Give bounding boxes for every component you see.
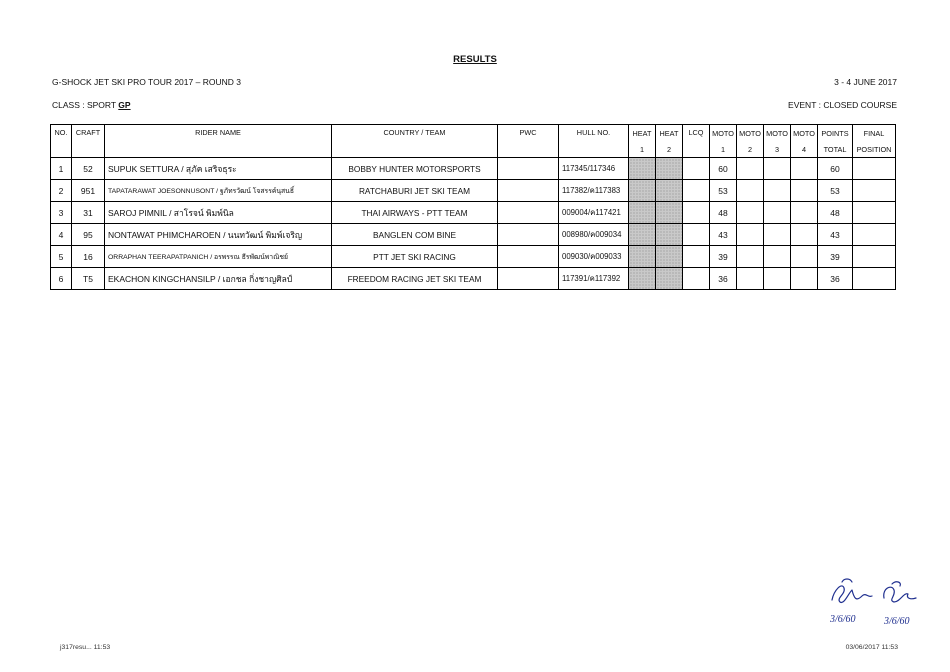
cell-moto4 — [791, 268, 818, 290]
col-moto3-header: MOTO — [764, 125, 791, 142]
table-row — [51, 246, 896, 268]
col-team-header: COUNTRY / TEAM — [332, 125, 498, 158]
col-moto2-subheader: 2 — [737, 141, 764, 158]
cell-moto3 — [764, 202, 791, 224]
table-row — [51, 158, 896, 180]
cell-heat1 — [629, 246, 656, 268]
cell-moto4 — [791, 180, 818, 202]
cell-lcq — [683, 158, 710, 180]
cell-heat2 — [656, 202, 683, 224]
col-moto1-subheader: 1 — [710, 141, 737, 158]
cell-moto4 — [791, 224, 818, 246]
cell-no: 5 — [51, 246, 72, 268]
cell-heat2 — [656, 224, 683, 246]
col-hull-header: HULL NO. — [559, 125, 629, 158]
cell-points-total: 53 — [818, 180, 853, 202]
cell-hull: 009004/ค117421 — [559, 202, 629, 224]
cell-moto1: 60 — [710, 158, 737, 180]
cell-team: RATCHABURI JET SKI TEAM — [332, 180, 498, 202]
footer-right: 03/06/2017 11:53 — [845, 644, 898, 651]
cell-moto2 — [737, 246, 764, 268]
cell-moto3 — [764, 180, 791, 202]
cell-final-position — [853, 246, 896, 268]
cell-no: 6 — [51, 268, 72, 290]
cell-points-total: 48 — [818, 202, 853, 224]
event-name: G-SHOCK JET SKI PRO TOUR 2017 – ROUND 3 — [52, 77, 241, 87]
col-rider-header: RIDER NAME — [105, 125, 332, 158]
table-row — [51, 268, 896, 290]
cell-final-position — [853, 202, 896, 224]
cell-final-position — [853, 224, 896, 246]
cell-pwc — [498, 246, 559, 268]
cell-craft: 95 — [72, 224, 105, 246]
class-prefix: CLASS : SPORT — [52, 100, 119, 110]
cell-no: 2 — [51, 180, 72, 202]
cell-final-position — [853, 158, 896, 180]
col-points-header: POINTS — [818, 125, 853, 142]
cell-points-total: 43 — [818, 224, 853, 246]
class-line — [52, 100, 131, 110]
cell-heat2 — [656, 180, 683, 202]
cell-moto1: 36 — [710, 268, 737, 290]
results-table — [50, 124, 896, 290]
cell-pwc — [498, 224, 559, 246]
col-moto2-header: MOTO — [737, 125, 764, 142]
signature-graphic — [822, 572, 932, 632]
col-craft-header: CRAFT — [72, 125, 105, 158]
cell-moto3 — [764, 246, 791, 268]
col-moto4-header: MOTO — [791, 125, 818, 142]
signature-date-2: 3/6/60 — [884, 616, 910, 627]
cell-pwc — [498, 180, 559, 202]
cell-no: 1 — [51, 158, 72, 180]
class-suffix: GP — [118, 100, 131, 110]
cell-rider: ORRAPHAN TEERAPATPANICH / อรพรรณ ธีรพัฒน์พาณิชย์ — [105, 246, 332, 268]
table-row — [51, 180, 896, 202]
cell-team: THAI AIRWAYS - PTT TEAM — [332, 202, 498, 224]
cell-craft: 52 — [72, 158, 105, 180]
cell-points-total: 36 — [818, 268, 853, 290]
cell-heat2 — [656, 158, 683, 180]
cell-craft: 31 — [72, 202, 105, 224]
col-moto3-subheader: 3 — [764, 141, 791, 158]
cell-pwc — [498, 202, 559, 224]
footer-left: j317resu... 11:53 — [60, 644, 111, 651]
col-position-subheader: POSITION — [853, 141, 896, 158]
cell-moto1: 48 — [710, 202, 737, 224]
cell-moto1: 43 — [710, 224, 737, 246]
col-heat1-header: HEAT — [629, 125, 656, 142]
cell-final-position — [853, 180, 896, 202]
col-total-subheader: TOTAL — [818, 141, 853, 158]
cell-team: BOBBY HUNTER MOTORSPORTS — [332, 158, 498, 180]
cell-craft: 951 — [72, 180, 105, 202]
cell-heat2 — [656, 268, 683, 290]
col-lcq-header: LCQ — [683, 125, 710, 158]
col-pwc-header: PWC — [498, 125, 559, 158]
cell-lcq — [683, 268, 710, 290]
cell-lcq — [683, 224, 710, 246]
cell-moto1: 39 — [710, 246, 737, 268]
col-heat2-header: HEAT — [656, 125, 683, 142]
header-row-1 — [51, 125, 896, 142]
cell-moto2 — [737, 180, 764, 202]
cell-craft: 16 — [72, 246, 105, 268]
cell-lcq — [683, 180, 710, 202]
cell-no: 3 — [51, 202, 72, 224]
cell-moto4 — [791, 158, 818, 180]
cell-moto4 — [791, 246, 818, 268]
cell-moto2 — [737, 202, 764, 224]
cell-heat1 — [629, 180, 656, 202]
col-moto4-subheader: 4 — [791, 141, 818, 158]
cell-rider: EKACHON KINGCHANSILP / เอกชล กิ่งชาญศิลป์ — [105, 268, 332, 290]
col-heat2-subheader: 2 — [656, 141, 683, 158]
cell-team: BANGLEN COM BINE — [332, 224, 498, 246]
cell-hull: 117345/117346 — [559, 158, 629, 180]
cell-pwc — [498, 268, 559, 290]
col-moto1-header: MOTO — [710, 125, 737, 142]
cell-team: PTT JET SKI RACING — [332, 246, 498, 268]
event-type: EVENT : CLOSED COURSE — [788, 100, 897, 110]
signature — [822, 572, 932, 637]
cell-heat1 — [629, 158, 656, 180]
cell-rider: SAROJ PIMNIL / สาโรจน์ พิมพ์นิล — [105, 202, 332, 224]
cell-lcq — [683, 202, 710, 224]
table-row — [51, 202, 896, 224]
cell-lcq — [683, 246, 710, 268]
cell-hull: 117382/ค117383 — [559, 180, 629, 202]
col-heat1-subheader: 1 — [629, 141, 656, 158]
cell-moto1: 53 — [710, 180, 737, 202]
cell-hull: 009030/ค009033 — [559, 246, 629, 268]
cell-moto2 — [737, 224, 764, 246]
cell-rider: NONTAWAT PHIMCHAROEN / นนทวัฒน์ พิมพ์เจริญ — [105, 224, 332, 246]
cell-craft: T5 — [72, 268, 105, 290]
cell-moto2 — [737, 158, 764, 180]
cell-points-total: 60 — [818, 158, 853, 180]
cell-points-total: 39 — [818, 246, 853, 268]
results-body — [51, 158, 896, 290]
cell-heat2 — [656, 246, 683, 268]
cell-heat1 — [629, 268, 656, 290]
col-no-header: NO. — [51, 125, 72, 158]
cell-moto4 — [791, 202, 818, 224]
cell-hull: 008980/ค009034 — [559, 224, 629, 246]
cell-final-position — [853, 268, 896, 290]
cell-moto2 — [737, 268, 764, 290]
event-date: 3 - 4 JUNE 2017 — [834, 77, 897, 87]
cell-rider: TAPATARAWAT JOESONNUSONT / ฐภัทรวัฒน์ โจสรรค์นุสนธิ์ — [105, 180, 332, 202]
cell-moto3 — [764, 268, 791, 290]
table-row — [51, 224, 896, 246]
cell-moto3 — [764, 158, 791, 180]
cell-moto3 — [764, 224, 791, 246]
cell-team: FREEDOM RACING JET SKI TEAM — [332, 268, 498, 290]
cell-heat1 — [629, 224, 656, 246]
cell-pwc — [498, 158, 559, 180]
page-title: RESULTS — [453, 54, 497, 65]
cell-heat1 — [629, 202, 656, 224]
cell-hull: 117391/ค117392 — [559, 268, 629, 290]
col-final-header: FINAL — [853, 125, 896, 142]
cell-no: 4 — [51, 224, 72, 246]
signature-date-1: 3/6/60 — [830, 614, 856, 625]
cell-rider: SUPUK SETTURA / สุภัค เสริจธุระ — [105, 158, 332, 180]
